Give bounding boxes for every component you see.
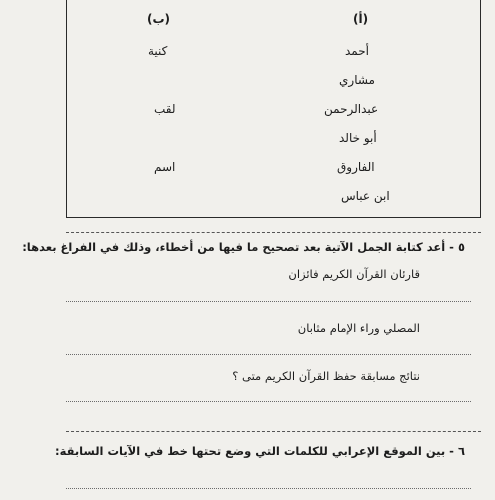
column-a-item: أبو خالد — [339, 131, 377, 145]
exercise-5-sentence: قارئان القرآن الكريم فائزان — [288, 267, 420, 281]
column-b-item: اسم — [154, 160, 176, 174]
column-b-item: كنية — [148, 44, 168, 58]
exercise-6-heading: ٦ - بين الموقع الإعرابي للكلمات التي وضع تحتها خط في الآيات السابقة: — [55, 444, 465, 458]
column-b-item: لقب — [154, 102, 176, 116]
exercise-5-sentence: نتائج مسابقة حفظ القرآن الكريم متى ؟ — [232, 369, 420, 383]
answer-line — [66, 354, 471, 355]
answer-line — [66, 301, 471, 302]
exercise-5-sentence: المصلي وراء الإمام مثابان — [297, 321, 420, 335]
answer-line — [66, 488, 471, 489]
column-a-item: ابن عباس — [341, 189, 390, 203]
section-divider — [66, 431, 481, 432]
exercise-5-heading: ٥ - أعد كتابة الجمل الآتية بعد تصحيح ما فيها من أخطاء، وذلك في الفراغ بعدها: — [22, 240, 465, 254]
column-a-item: مشاري — [339, 73, 375, 87]
column-b-heading: (ب) — [147, 12, 171, 26]
column-a-heading: (أ) — [353, 12, 369, 26]
column-a-item: عبدالرحمن — [324, 102, 379, 116]
column-a-item: أحمد — [345, 44, 369, 58]
answer-line — [66, 401, 471, 402]
column-a-item: الفاروق — [337, 160, 375, 174]
section-divider — [66, 232, 481, 233]
matching-table — [66, 0, 481, 218]
